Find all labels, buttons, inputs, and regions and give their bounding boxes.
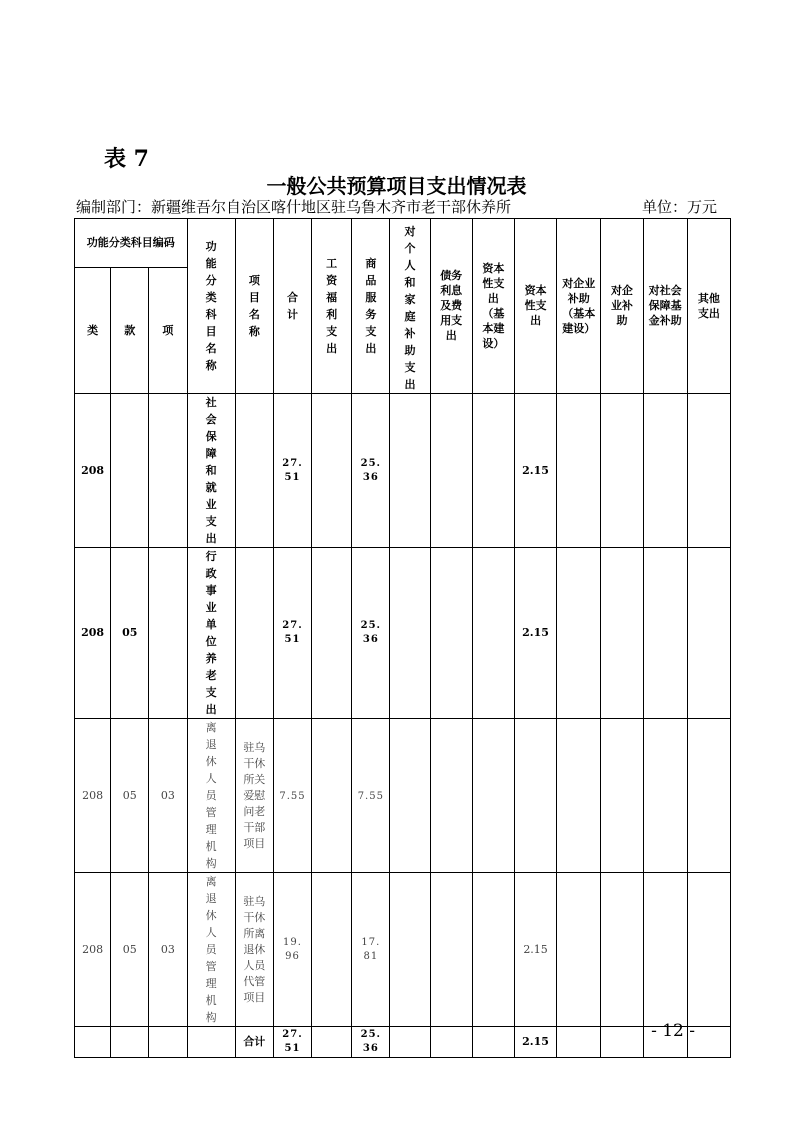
header-enterprise-basic: 对企业补助（基本建设）	[557, 219, 601, 394]
header-capital: 资本性支出	[514, 219, 556, 394]
unit-label: 单位：万元	[641, 198, 717, 216]
header-social-fund: 对社会保障基金补助	[643, 219, 687, 394]
page-title: 一般公共预算项目支出情况表	[266, 174, 527, 198]
header-total: 合计	[273, 219, 311, 394]
header-capital-basic: 资本性支出（基本建设）	[472, 219, 514, 394]
expenditure-table	[74, 218, 731, 1058]
header-func-name: 功能分类科目名称	[187, 219, 235, 394]
header-xiang: 项	[149, 268, 187, 394]
table-row: 208 社会保障和就业支出 27.51 25.36 2.15	[75, 394, 731, 548]
table-row: 208 05 03 离退休人员管理机构 驻乌干休所关爱慰问老干部项目 7.55 7.55	[75, 719, 731, 873]
header-debt: 债务利息及费用支出	[430, 219, 472, 394]
header-kuan: 款	[111, 268, 149, 394]
header-project-name: 项目名称	[235, 219, 273, 394]
header-lei: 类	[75, 268, 111, 394]
header-code-group: 功能分类科目编码	[75, 219, 188, 268]
table-row: 208 05 行政事业单位养老支出 27.51 25.36 2.15	[75, 548, 731, 719]
header-individual: 对个人和家庭补助支出	[390, 219, 430, 394]
department-line: 编制部门：新疆维吾尔自治区喀什地区驻乌鲁木齐市老干部休养所	[76, 198, 512, 216]
table-row: 208 05 03 离退休人员管理机构 驻乌干休所离退休人员代管项目 19.96 17.81 2.15	[75, 873, 731, 1027]
header-wages: 工资福利支出	[312, 219, 352, 394]
header-goods: 商品服务支出	[352, 219, 390, 394]
page-number: - 12 -	[651, 1021, 695, 1041]
total-row: 合计 27.51 25.36 2.15	[75, 1027, 731, 1058]
total-row-label: 合计	[235, 1027, 273, 1058]
header-other: 其他支出	[687, 219, 730, 394]
table-label: 表 7	[104, 146, 149, 172]
header-enterprise: 对企业补助	[601, 219, 643, 394]
